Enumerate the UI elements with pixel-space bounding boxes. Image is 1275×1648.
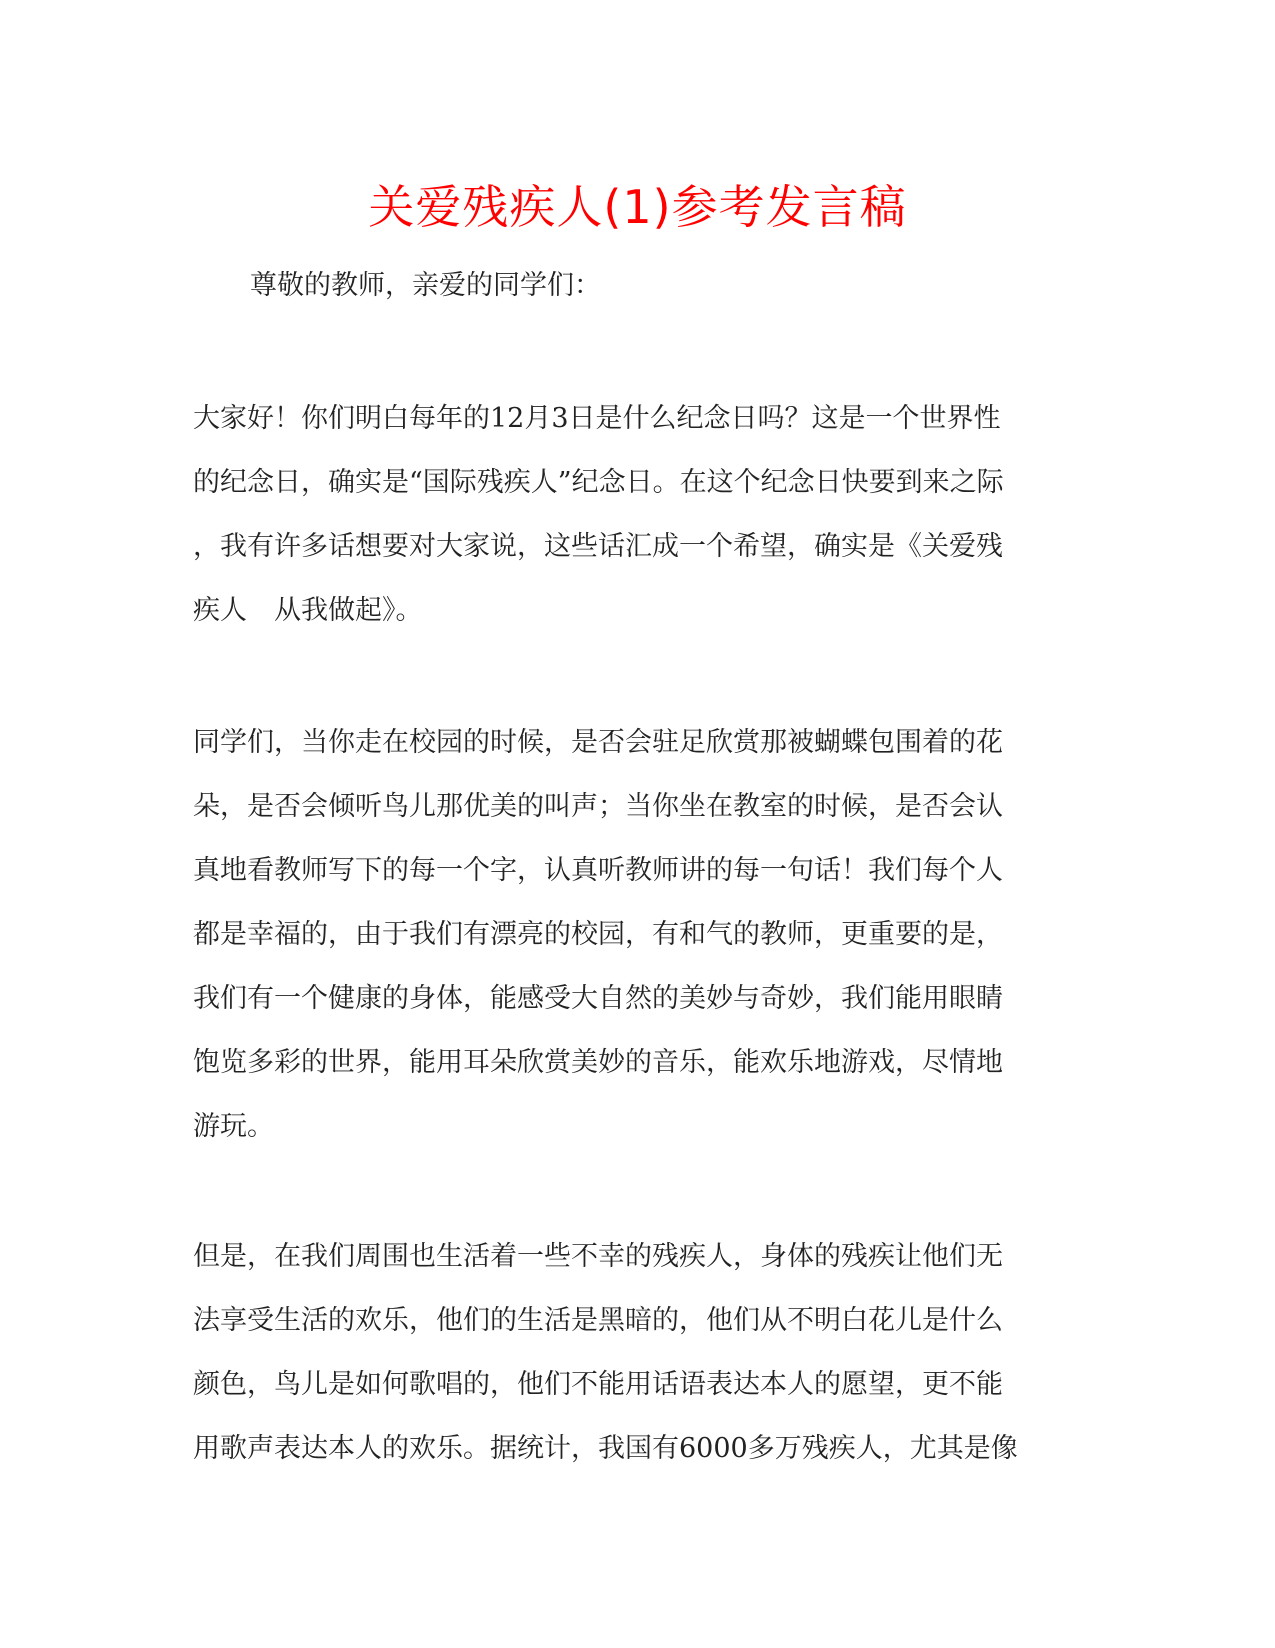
paragraph-line: 真地看教师写下的每一个字，认真听教师讲的每一句话！我们每个人 [193, 855, 1003, 886]
paragraph-3 [193, 1225, 1073, 1481]
paragraph-line: 大家好！你们明白每年的12月3日是什么纪念日吗？这是一个世界性 [193, 403, 1001, 434]
paragraph-line: 游玩。 [193, 1111, 274, 1142]
paragraph-1 [193, 387, 1073, 643]
paragraph-line: 用歌声表达本人的欢乐。据统计，我国有6000多万残疾人，尤其是像 [193, 1433, 1018, 1464]
paragraph-line: 我们有一个健康的身体，能感受大自然的美妙与奇妙，我们能用眼睛 [193, 983, 1003, 1014]
paragraph-2 [193, 711, 1073, 1159]
paragraph-line: ，我有许多话想要对大家说，这些话汇成一个希望，确实是《关爱残 [193, 531, 1003, 562]
paragraph-line: 的纪念日，确实是“国际残疾人”纪念日。在这个纪念日快要到来之际 [193, 467, 1004, 498]
paragraph-line: 同学们，当你走在校园的时候，是否会驻足欣赏那被蝴蝶包围着的花 [193, 727, 1003, 758]
paragraph-line: 饱览多彩的世界，能用耳朵欣赏美妙的音乐，能欢乐地游戏，尽情地 [193, 1047, 1003, 1078]
document-title: 关爱残疾人(1)参考发言稿 [368, 180, 907, 234]
paragraph-line: 都是幸福的，由于我们有漂亮的校园，有和气的教师，更重要的是， [193, 919, 1003, 950]
paragraph-line: 法享受生活的欢乐，他们的生活是黑暗的，他们从不明白花儿是什么 [193, 1305, 1003, 1336]
paragraph-line: 但是，在我们周围也生活着一些不幸的残疾人，身体的残疾让他们无 [193, 1241, 1003, 1272]
paragraph-line: 朵，是否会倾听鸟儿那优美的叫声；当你坐在教室的时候，是否会认 [193, 791, 1003, 822]
paragraph-line: 疾人 从我做起》。 [193, 595, 423, 626]
paragraph-line: 颜色，鸟儿是如何歌唱的，他们不能用话语表达本人的愿望，更不能 [193, 1369, 1003, 1400]
salutation: 尊敬的教师，亲爱的同学们： [250, 270, 601, 301]
